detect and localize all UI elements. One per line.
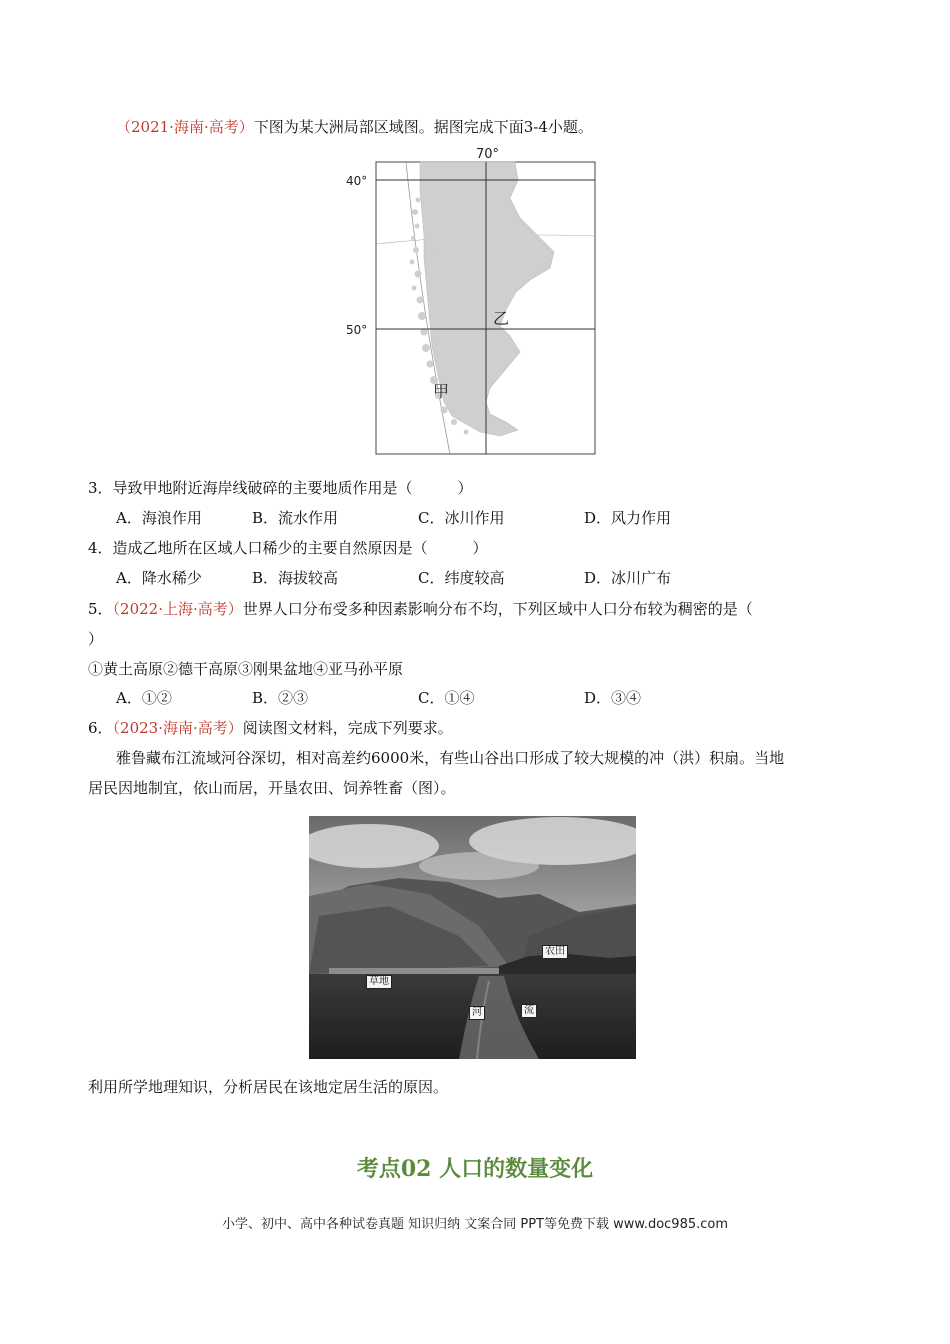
- q3-stem: 3．导致甲地附近海岸线破碎的主要地质作用是（ ）: [88, 479, 473, 497]
- map-lon-label: 70°: [476, 147, 500, 162]
- map-figure: [340, 140, 610, 460]
- photo-label-farmland: 农田: [542, 945, 568, 959]
- q34-source: （2021·海南·高考）: [116, 118, 254, 136]
- q4-option-d[interactable]: D．冰川广布: [584, 569, 672, 587]
- q5-num: 5．: [88, 600, 113, 618]
- q3-option-a[interactable]: A．海浪作用: [116, 509, 202, 527]
- q5-option-c[interactable]: C．①④: [418, 689, 475, 707]
- q3-option-b[interactable]: B．流水作用: [252, 509, 339, 527]
- q6-paragraph-line1: 雅鲁藏布江流域河谷深切，相对高差约6000米，有些山谷出口形成了较大规模的冲（洪）积扇。当地: [116, 749, 785, 767]
- q5-stem: [88, 599, 753, 619]
- q5-source: （2022·上海·高考）: [112, 600, 243, 618]
- map-lat-40-label: 40°: [346, 174, 368, 188]
- photo-label-river-2: 流: [521, 1004, 537, 1018]
- q6-stem: [88, 718, 453, 738]
- q3-option-c[interactable]: C．冰川作用: [418, 509, 505, 527]
- q34-intro: [116, 117, 593, 137]
- q6-paragraph-line2: 居民因地制宜，依山而居，开垦农田、饲养牲畜（图）。: [88, 779, 456, 797]
- page-footer: 小学、初中、高中各种试卷真题 知识归纳 文案合同 PPT等免费下载 www.doc985.com: [221, 1217, 729, 1232]
- map-lat-50-label: 50°: [346, 323, 368, 337]
- photo-label-river-1: 河: [469, 1006, 485, 1020]
- photo-label-grassland: 草地: [366, 975, 392, 989]
- section-heading: 考点02 人口的数量变化: [356, 1156, 594, 1182]
- q6-source: （2023·海南·高考）: [112, 719, 243, 737]
- valley-photo: [309, 816, 636, 1059]
- q5-option-a[interactable]: A．①②: [116, 689, 172, 707]
- q6-num: 6．: [88, 719, 113, 737]
- map-label-jia: 甲: [433, 382, 450, 401]
- q5-text: 世界人口分布受多种因素影响分布不均，下列区域中人口分布较为稠密的是（: [242, 600, 753, 618]
- q4-stem: 4．造成乙地所在区域人口稀少的主要自然原因是（ ）: [88, 539, 488, 557]
- q34-text: 下图为某大洲局部区域图。据图完成下面3-4小题。: [253, 118, 593, 136]
- q4-option-b[interactable]: B．海拔较高: [252, 569, 339, 587]
- q5-items: ①黄土高原②德干高原③刚果盆地④亚马孙平原: [88, 660, 404, 678]
- q6-question: 利用所学地理知识，分析居民在该地定居生活的原因。: [88, 1078, 449, 1096]
- q5-stem-line2: ）: [88, 630, 104, 648]
- valley-photo-art: [309, 816, 636, 1059]
- q3-option-d[interactable]: D．风力作用: [584, 509, 672, 527]
- q4-option-c[interactable]: C．纬度较高: [418, 569, 505, 587]
- map-label-yi: 乙: [493, 309, 510, 328]
- q5-option-b[interactable]: B．②③: [252, 689, 309, 707]
- q6-text: 阅读图文材料，完成下列要求。: [242, 719, 453, 737]
- q5-option-d[interactable]: D．③④: [584, 689, 642, 707]
- q4-option-a[interactable]: A．降水稀少: [116, 569, 202, 587]
